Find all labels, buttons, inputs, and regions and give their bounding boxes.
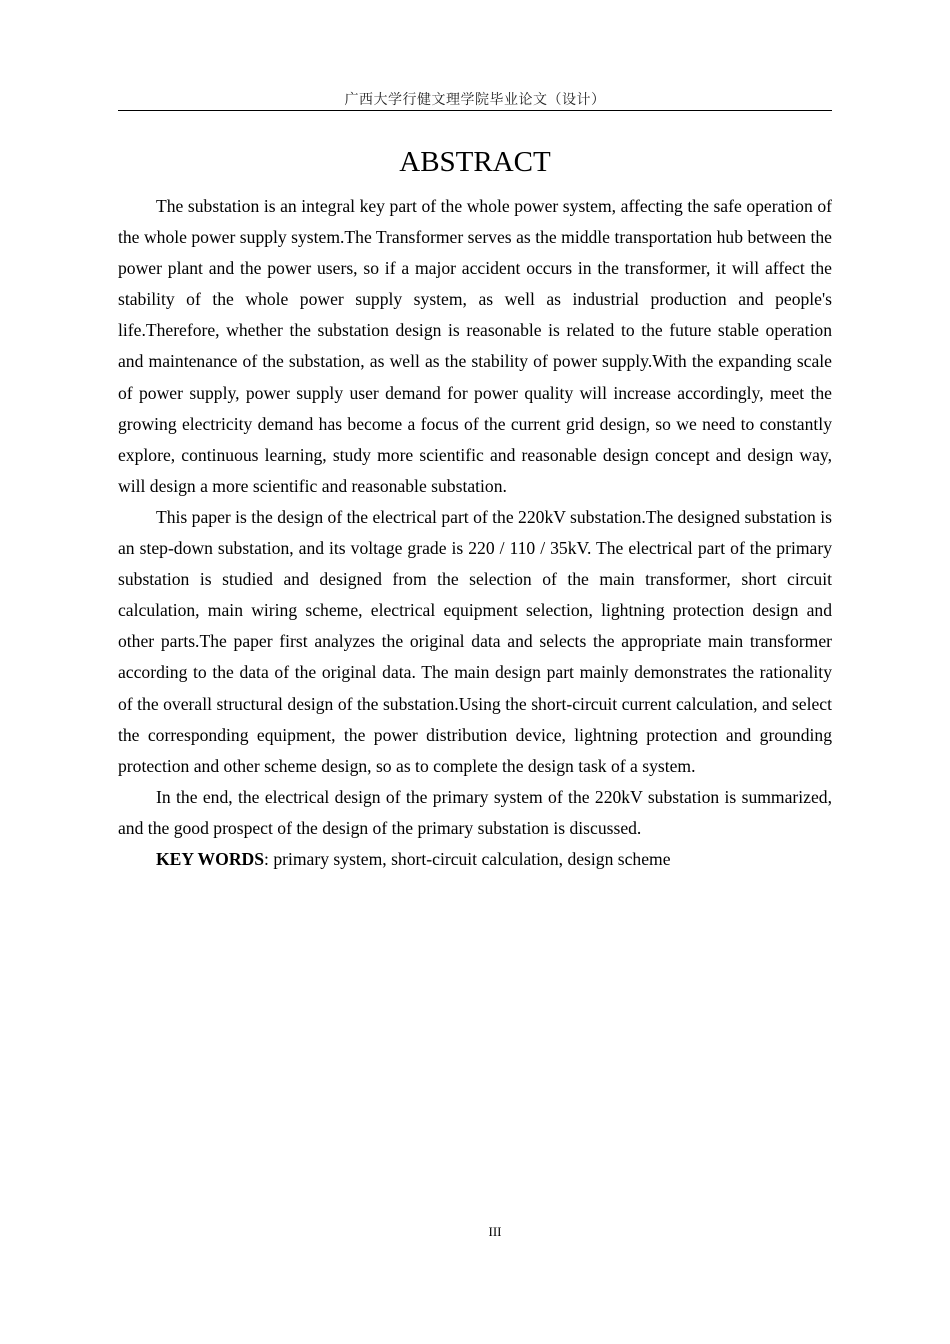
keywords-separator: : [264, 848, 274, 869]
abstract-paragraph-1: The substation is an integral key part of the whole power system, affecting the safe operation of the whole power supply system.The Transformer serves as the middle transportation hub between the power plant and the power users, so if a major accident occurs in the transformer, it will affect the stability of the whole power supply system, as well as industrial production and people's life.Therefore, whether the substation design is reasonable is related to the future stable operation and maintenance of the substation, as well as the stability of power supply.With the expanding scale of power supply, power supply user demand for power quality will increase accordingly, meet the growing electricity demand has become a focus of the current grid design, so we need to constantly explore, continuous learning, study more scientific and reasonable design concept and design way, will design a more scientific and reasonable substation. [118, 196, 832, 496]
abstract-body [118, 191, 832, 875]
keywords-label: KEY WORDS [156, 848, 265, 869]
header-rule [118, 110, 832, 111]
abstract-paragraph-2: This paper is the design of the electrical part of the 220kV substation.The designed substation is an step-down substation, and its voltage grade is 220 / 110 / 35kV. The electrical part of the primary substation is studied and designed from the selection of the main transformer, short circuit calculation, main wiring scheme, electrical equipment selection, lightning protection design and other parts.The paper first analyzes the original data and selects the appropriate main transformer according to the data of the original data. The main design part mainly demonstrates the rationality of the overall structural design of the substation.Using the short-circuit current calculation, and select the corresponding equipment, the power distribution device, lightning protection and grounding protection and other scheme design, so as to complete the design task of a system. [118, 506, 832, 776]
keywords-text: primary system, short-circuit calculation, design scheme [273, 848, 671, 869]
keywords-line [118, 844, 832, 875]
page-number: III [488, 1224, 502, 1239]
abstract-title: ABSTRACT [399, 146, 551, 178]
page-header: 广西大学行健文理学院毕业论文（设计） [344, 92, 606, 108]
abstract-paragraph-3: In the end, the electrical design of the primary system of the 220kV substation is summarized, and the good prospect of the design of the primary substation is discussed. [118, 786, 832, 838]
